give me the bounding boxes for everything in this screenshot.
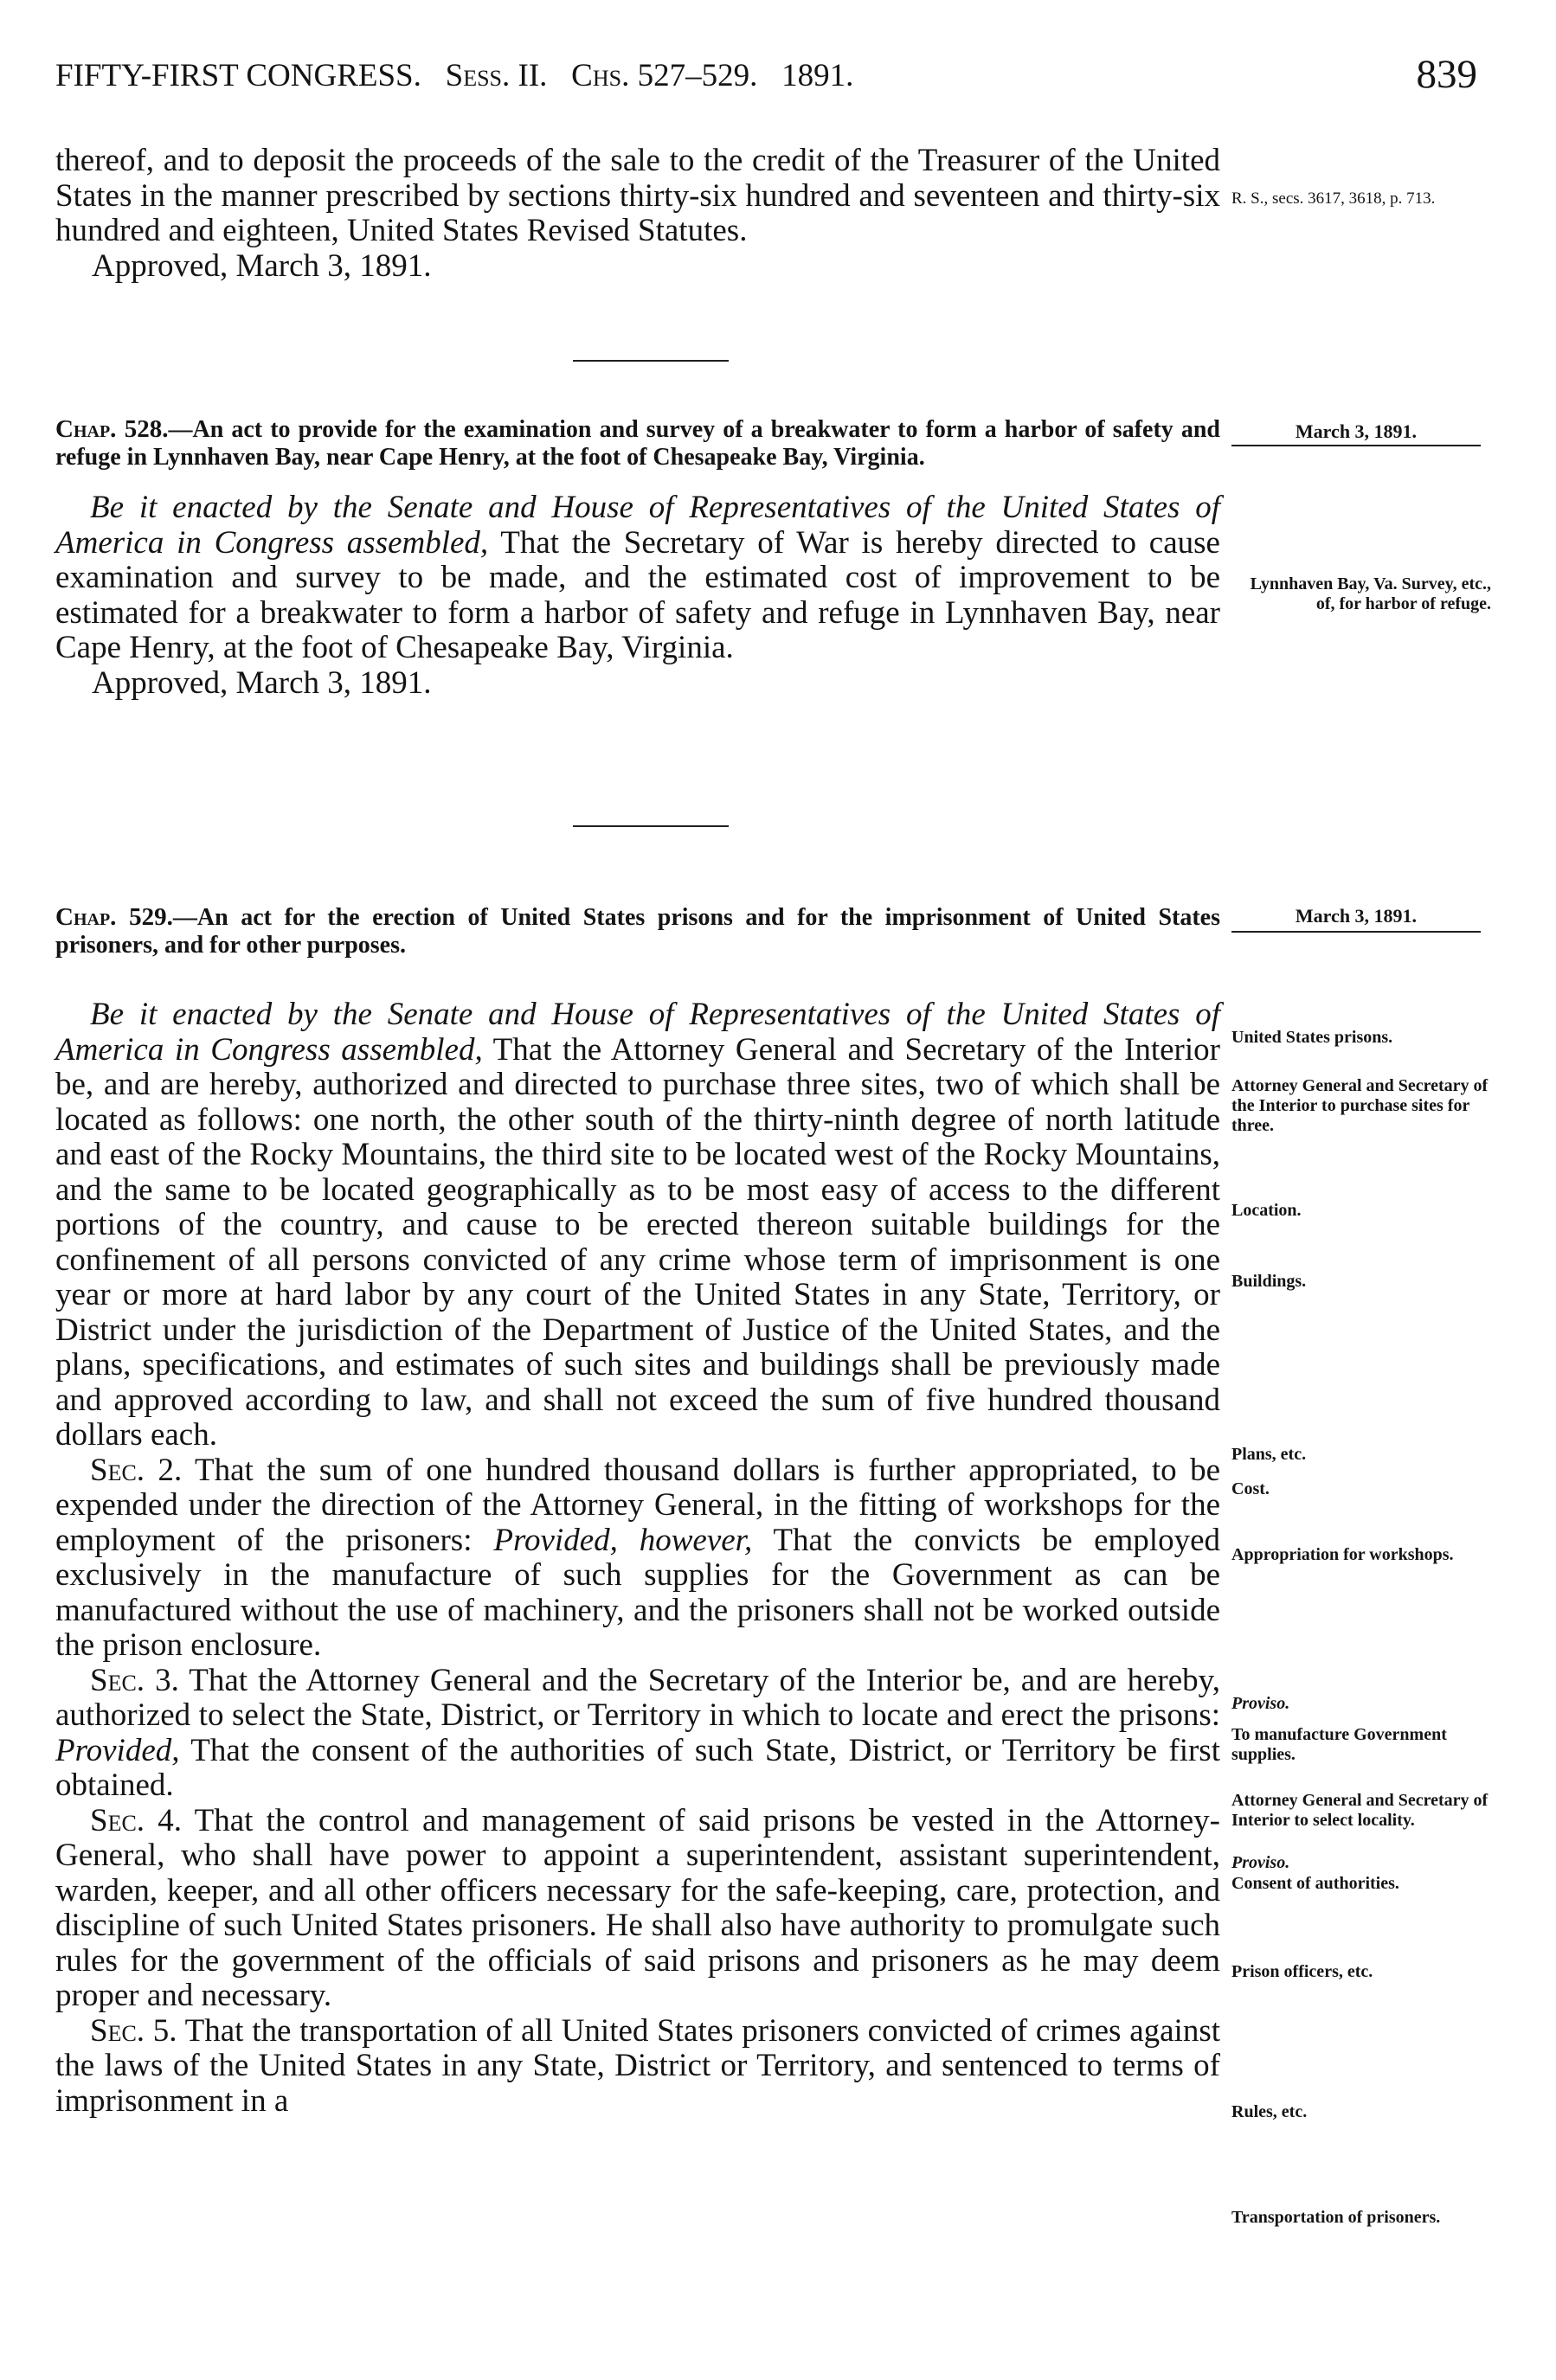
margin-note-officers: Prison officers, etc. — [1231, 1962, 1373, 1981]
margin-note-rules: Rules, etc. — [1231, 2102, 1308, 2121]
margin-note-cost: Cost. — [1231, 1479, 1270, 1498]
section-4-text: That the control and management of said prisons be vested in the Attorney-General, who shall have power to appoint a superintendent, assistant superintendent, warden, keeper, and all other officers necessary for the safe-keeping, care, protection, and discipline of such United States prisoners. He shall also have authority to promulgate such rules for the government of the officials of said prisons and prisoners as he may deem proper and necessary. — [55, 1802, 1221, 2013]
section-2-text-a: That the sum of one hundred thousand dollars is further appropriated, to be expended under the direction of the Attorney General, in the fitting of workshops for the employment of the prisoners: — [55, 1452, 1220, 1558]
section-3 — [55, 1664, 1220, 1804]
page-number: 839 — [1416, 52, 1477, 97]
margin-note-lynnhaven: Lynnhaven Bay, Va. Survey, etc., of, for harbor of refuge. — [1250, 574, 1491, 613]
section-2-text-b: That the convicts be employed exclusively in the manufacture of such supplies for the Government as can be manufactured without the use of machinery, and the prisoners shall not be worked outside the prison enclosure. — [55, 1522, 1220, 1663]
section-divider — [573, 360, 729, 362]
margin-note-proviso-2: Proviso. — [1231, 1853, 1290, 1872]
continuation-block — [55, 144, 1220, 284]
approved-line: Approved, March 3, 1891. — [92, 247, 432, 284]
margin-note-proviso-1: Proviso. — [1231, 1694, 1290, 1713]
header-session: Sess. II. — [445, 58, 548, 93]
chapter-528-text: That the Secretary of War is hereby directed to cause examination and survey to be made, and the estimated cost of improvement to be estimated for a breakwater to form a harbor of safety and refuge in Lynnhaven Bay, near Cape Henry, at the foot of Chesapeake Bay, Virginia. — [55, 524, 1220, 665]
chapter-528-body — [55, 491, 1220, 666]
chapter-529-label: Chap. 529. — [55, 903, 173, 931]
margin-note-plans: Plans, etc. — [1231, 1445, 1307, 1464]
margin-note-prisons: United States prisons. — [1231, 1028, 1393, 1047]
section-2-proviso: Provided, however, — [493, 1522, 753, 1558]
margin-note-appropriation: Appropriation for workshops. — [1231, 1545, 1454, 1564]
section-3-proviso: Provided, — [55, 1732, 180, 1768]
chapter-528-date: March 3, 1891. — [1295, 420, 1418, 442]
chapter-528-title: —An act to provide for the examination and survey of a breakwater to form a harbor of safety and refuge in Lynnhaven Bay, near Cape Henry, at the foot of Chesapeake Bay, Virginia. — [55, 416, 1220, 471]
continuation-text: thereof, and to deposit the proceeds of the sale to the credit of the Treasurer of the United States in the manner prescribed by sections thirty-six hundred and seventeen and thirty-six hundred and eighteen, United States Revised Statutes. — [55, 143, 1220, 248]
margin-note-buildings: Buildings. — [1231, 1272, 1307, 1291]
chapter-529-title: —An act for the erection of United States prisons and for the imprisonment of United States prisoners, and for other purposes. — [55, 904, 1220, 959]
running-header — [55, 57, 853, 95]
section-5-label: Sec. 5. — [90, 2012, 177, 2049]
section-4 — [55, 1804, 1220, 2014]
section-5 — [55, 2014, 1220, 2120]
section-2-label: Sec. 2. — [90, 1452, 183, 1488]
header-year: 1891. — [781, 58, 854, 93]
chapter-529 — [55, 903, 1220, 2119]
chapter-528-heading — [55, 415, 1220, 472]
chapter-528-label: Chap. 528. — [55, 415, 169, 443]
section-4-label: Sec. 4. — [90, 1802, 183, 1838]
section-2 — [55, 1453, 1220, 1664]
chapter-529-date: March 3, 1891. — [1295, 905, 1418, 927]
margin-note-select-locality: Attorney General and Secretary of Interior to select locality. — [1231, 1791, 1488, 1830]
margin-note-revised-statutes: R. S., secs. 3617, 3618, p. 713. — [1231, 189, 1436, 208]
section-3-label: Sec. 3. — [90, 1662, 179, 1698]
section-3-text-b: That the consent of the authorities of such State, District, or Territory be first obtained. — [55, 1732, 1220, 1803]
chapter-529-heading — [55, 903, 1220, 959]
chapter-528-approved: Approved, March 3, 1891. — [92, 664, 432, 701]
header-chapters: Chs. 527–529. — [571, 58, 758, 93]
margin-note-consent: Consent of authorities. — [1231, 1874, 1399, 1893]
section-1-text: That the Attorney General and Secretary of the Interior be, and are hereby, authorized and directed to purchase three sites, two of which shall be located as follows: one north, the other south of the thirty-ninth degree of north latitude and east of the Rocky Mountains, the third site to be located west of the Rocky Mountains, and the same to be located geographically as to be most easy of access to the different portions of the country, and cause to be erected thereon suitable buildings for the confinement of all persons convicted of any crime whose term of imprisonment is one year or more at hard labor by any court of the United States in any State, Territory, or District under the jurisdiction of the Department of Justice of the United States, and the plans, specifications, and estimates of such sites and buildings shall be previously made and approved according to law, and shall not exceed the sum of five hundred thousand dollars each. — [55, 1031, 1220, 1453]
margin-note-transportation: Transportation of prisoners. — [1231, 2208, 1441, 2227]
section-3-text-a: That the Attorney General and the Secretary of the Interior be, and are hereby, authorized to select the State, District, or Territory in which to locate and erect the prisons: — [55, 1662, 1220, 1733]
margin-note-sites: Attorney General and Secretary of the Interior to purchase sites for three. — [1231, 1076, 1488, 1135]
section-divider — [573, 825, 729, 827]
chapter-529-enacting-clause: Be it enacted by the Senate and House of Representatives of the United States of America in Congress assembled, — [55, 997, 1220, 1068]
chapter-529-date-rule — [1231, 931, 1481, 933]
section-5-text: That the transportation of all United States prisoners convicted of crimes against the laws of the United States in any State, District or Territory, and sentenced to terms of imprisonment in a — [55, 2012, 1220, 2119]
margin-note-location: Location. — [1231, 1201, 1302, 1220]
chapter-528 — [55, 415, 1220, 701]
chapter-528-enacting-clause: Be it enacted by the Senate and House of Representatives of the United States of America in Congress assembled, — [55, 490, 1220, 561]
section-1 — [55, 998, 1220, 1453]
chapter-528-date-rule — [1231, 445, 1481, 446]
header-congress: FIFTY-FIRST CONGRESS. — [55, 58, 421, 93]
margin-note-manufacture: To manufacture Government supplies. — [1231, 1725, 1447, 1764]
